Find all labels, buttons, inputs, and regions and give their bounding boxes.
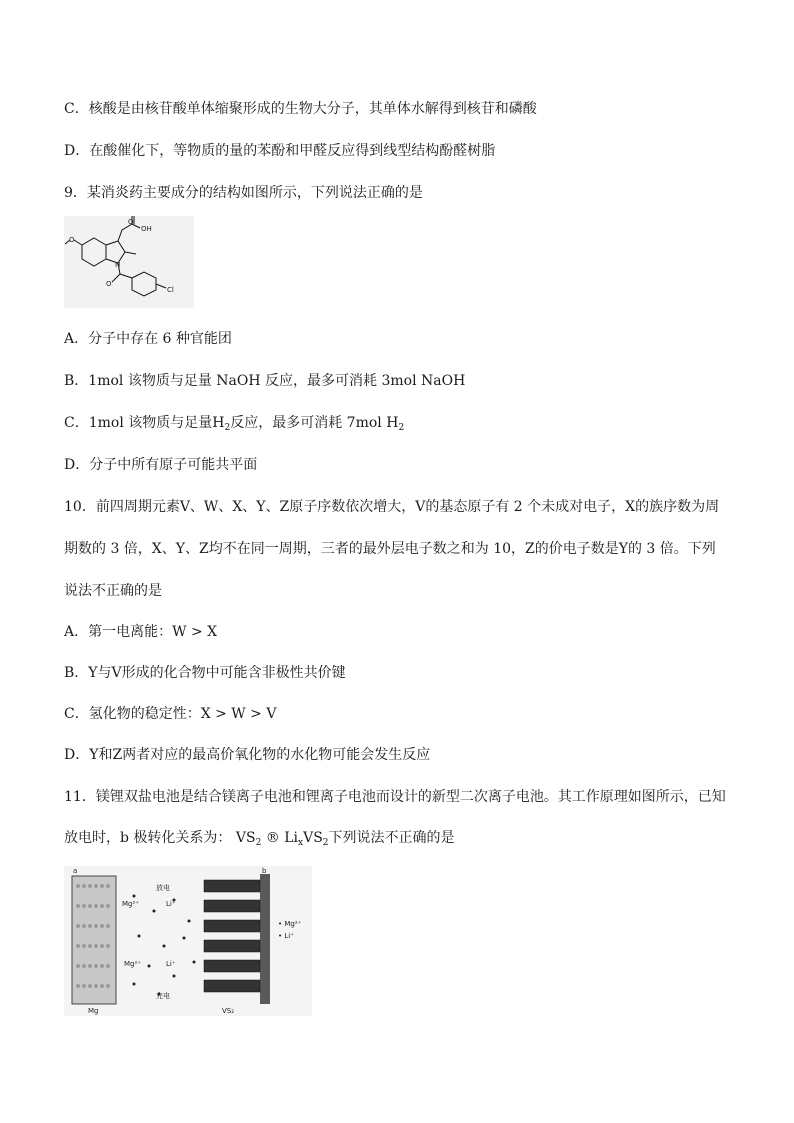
label-li-top: Li⁺ bbox=[166, 900, 176, 908]
question-9-option-b: B．1mol 该物质与足量 NaOH 反应，最多可消耗 3mol NaOH bbox=[64, 373, 466, 389]
carbonyl-oxygen-label: O bbox=[106, 280, 112, 288]
question-10-option-a: A．第一电离能：W > X bbox=[64, 624, 218, 640]
option-c-nucleic-acid: C．核酸是由核苷酸单体缩聚形成的生物大分子，其单体水解得到核苷和磷酸 bbox=[64, 101, 537, 117]
methoxy-oxygen-label: O bbox=[69, 236, 75, 244]
q11-text-1: 放电时，b 极转化关系为： bbox=[64, 830, 232, 846]
q11-sub-x: x bbox=[298, 838, 304, 848]
question-10-option-d: D．Y和Z两者对应的最高价氧化物的水化物可能会发生反应 bbox=[64, 747, 431, 763]
chlorine-label: Cl bbox=[167, 286, 174, 294]
label-mg2-bottom: Mg²⁺ bbox=[124, 960, 141, 968]
question-10-option-c: C．氢化物的稳定性：X > W > V bbox=[64, 706, 277, 722]
question-11-stem-line1: 11．镁锂双盐电池是结合镁离子电池和锂离子电池而设计的新型二次离子电池。其工作原理如图所示，已知 bbox=[64, 789, 726, 805]
q11-text-2: 下列说法不正确的是 bbox=[328, 830, 455, 846]
q9c-text-2: 反应，最多可消耗 7mol bbox=[230, 415, 382, 431]
q11-arrow: ® bbox=[265, 830, 280, 846]
q11-vs2: VS bbox=[303, 830, 323, 846]
question-9-option-d: D．分子中所有原子可能共平面 bbox=[64, 457, 258, 473]
label-mg: Mg bbox=[88, 1007, 99, 1015]
question-9-option-c bbox=[64, 414, 404, 437]
label-mg2-top: Mg²⁺ bbox=[122, 900, 139, 908]
label-b: b bbox=[262, 867, 267, 875]
q11-sub-1: 2 bbox=[255, 838, 262, 848]
q9c-h: H bbox=[212, 415, 225, 431]
q9c-sub-2: 2 bbox=[224, 423, 231, 433]
label-li-bottom: Li⁺ bbox=[166, 960, 176, 968]
q11-sub-2: 2 bbox=[322, 838, 329, 848]
q11-vs: VS bbox=[235, 830, 256, 846]
question-10-stem-line3: 说法不正确的是 bbox=[64, 583, 162, 599]
q9c-sub-3: 2 bbox=[398, 423, 405, 433]
label-vs2: VS₂ bbox=[222, 1007, 235, 1015]
option-d-phenolic-resin: D．在酸催化下，等物质的量的苯酚和甲醛反应得到线型结构酚醛树脂 bbox=[64, 143, 496, 159]
nitrogen-label: N bbox=[115, 261, 121, 269]
legend-li: • Li⁺ bbox=[278, 932, 294, 940]
battery-diagram-figure bbox=[64, 866, 312, 1016]
question-10-stem-line2: 期数的 3 倍，X、Y、Z均不在同一周期，三者的最外层电子数之和为 10，Z的价电子数是Y的 3 倍。下列 bbox=[64, 541, 716, 557]
question-9-stem: 9．某消炎药主要成分的结构如图所示，下列说法正确的是 bbox=[64, 185, 423, 201]
cooh-oxygen-label: O bbox=[128, 218, 134, 226]
cooh-oh-label: OH bbox=[141, 225, 152, 233]
q11-li: Li bbox=[284, 830, 298, 846]
label-discharge: 放电 bbox=[156, 884, 170, 892]
question-11-stem-line2 bbox=[64, 829, 455, 852]
question-10-stem-line1: 10．前四周期元素V、W、X、Y、Z原子序数依次增大，V的基态原子有 2 个未成对电子，X的族序数为周 bbox=[64, 499, 720, 515]
q9c-text-1: C．1mol 该物质与足量 bbox=[64, 415, 213, 431]
molecule-structure-figure bbox=[64, 216, 194, 308]
q9c-h2: H bbox=[386, 415, 399, 431]
label-a: a bbox=[73, 867, 78, 875]
question-10-option-b: B．Y与V形成的化合物中可能含非极性共价键 bbox=[64, 665, 346, 681]
battery-diagram-svg bbox=[64, 866, 312, 1016]
vs2-current-collector bbox=[260, 874, 270, 1004]
legend-mg2: • Mg²⁺ bbox=[278, 920, 302, 928]
label-charge: 充电 bbox=[156, 992, 170, 1000]
indole-structure-svg bbox=[64, 216, 194, 308]
question-9-option-a: A．分子中存在 6 种官能团 bbox=[64, 331, 232, 347]
